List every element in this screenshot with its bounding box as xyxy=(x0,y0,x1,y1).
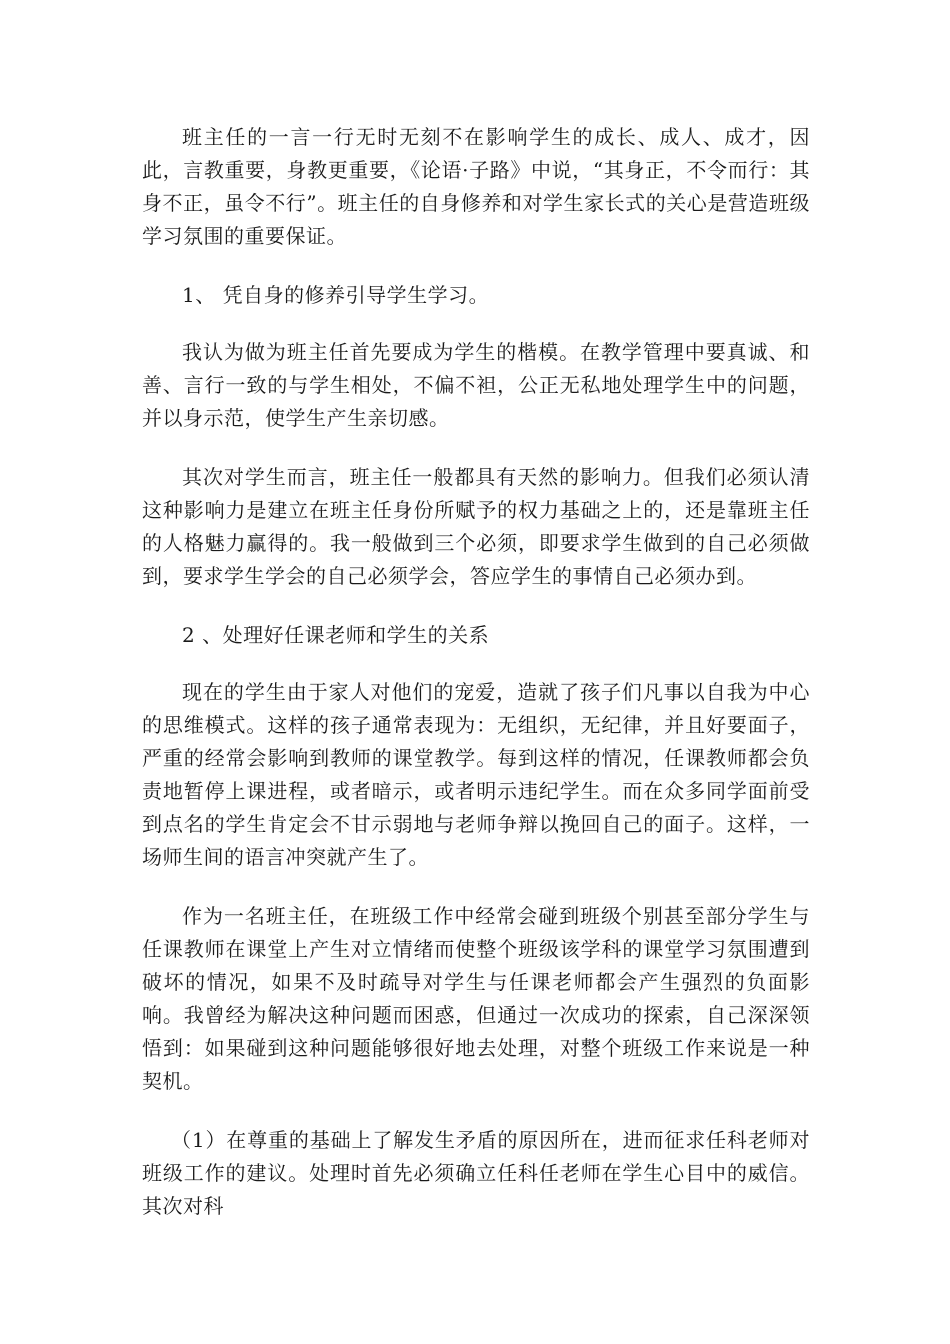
paragraph-influence: 其次对学生而言，班主任一般都具有天然的影响力。但我们必须认清这种影响力是建立在班主任身份所赋予的权力基础之上的，还是靠班主任的人格魅力赢得的。我一般做到三个必须，即要求学生做到的自己必须做到，要求学生学会的自己必须学会，答应学生的事情自己必须办到。 xyxy=(142,465,810,588)
paragraph-class-teacher: 作为一名班主任，在班级工作中经常会碰到班级个别甚至部分学生与任课教师在课堂上产生对立情绪而使整个班级该学科的课堂学习氛围遭到破坏的情况，如果不及时疏导对学生与任课老师都会产生强烈的负面影响。我曾经为解决这种问题而困惑，但通过一次成功的探索，自己深深领悟到：如果碰到这种问题能够很好地去处理，对整个班级工作来说是一种契机。 xyxy=(142,904,810,1093)
paragraph-step-1: （1）在尊重的基础上了解发生矛盾的原因所在，进而征求任科老师对班级工作的建议。处理时首先必须确立任科任老师在学生心目中的威信。其次对科 xyxy=(142,1128,810,1218)
paragraph-role-model: 我认为做为班主任首先要成为学生的楷模。在教学管理中要真诚、和善、言行一致的与学生相处，不偏不袒，公正无私地处理学生中的问题，并以身示范，使学生产生亲切感。 xyxy=(142,340,810,430)
section-heading-1: 1、 凭自身的修养引导学生学习。 xyxy=(182,283,490,307)
paragraph-intro: 班主任的一言一行无时无刻不在影响学生的成长、成人、成才，因此，言教重要，身教更重要，《论语·子路》中说，“其身正，不令而行：其身不正，虽令不行”。班主任的自身修养和对学生家长式的关心是营造班级学习氛围的重要保证。 xyxy=(142,125,810,248)
paragraph-students-today: 现在的学生由于家人对他们的宠爱，造就了孩子们凡事以自我为中心的思维模式。这样的孩子通常表现为：无组织，无纪律，并且好要面子，严重的经常会影响到教师的课堂教学。每到这样的情况，任课教师都会负责地暂停上课进程，或者暗示，或者明示违纪学生。而在众多同学面前受到点名的学生肯定会不甘示弱地与老师争辩以挽回自己的面子。这样，一场师生间的语言冲突就产生了。 xyxy=(142,680,810,869)
document-body xyxy=(142,121,810,1223)
section-heading-2: 2 、处理好任课老师和学生的关系 xyxy=(182,623,490,647)
